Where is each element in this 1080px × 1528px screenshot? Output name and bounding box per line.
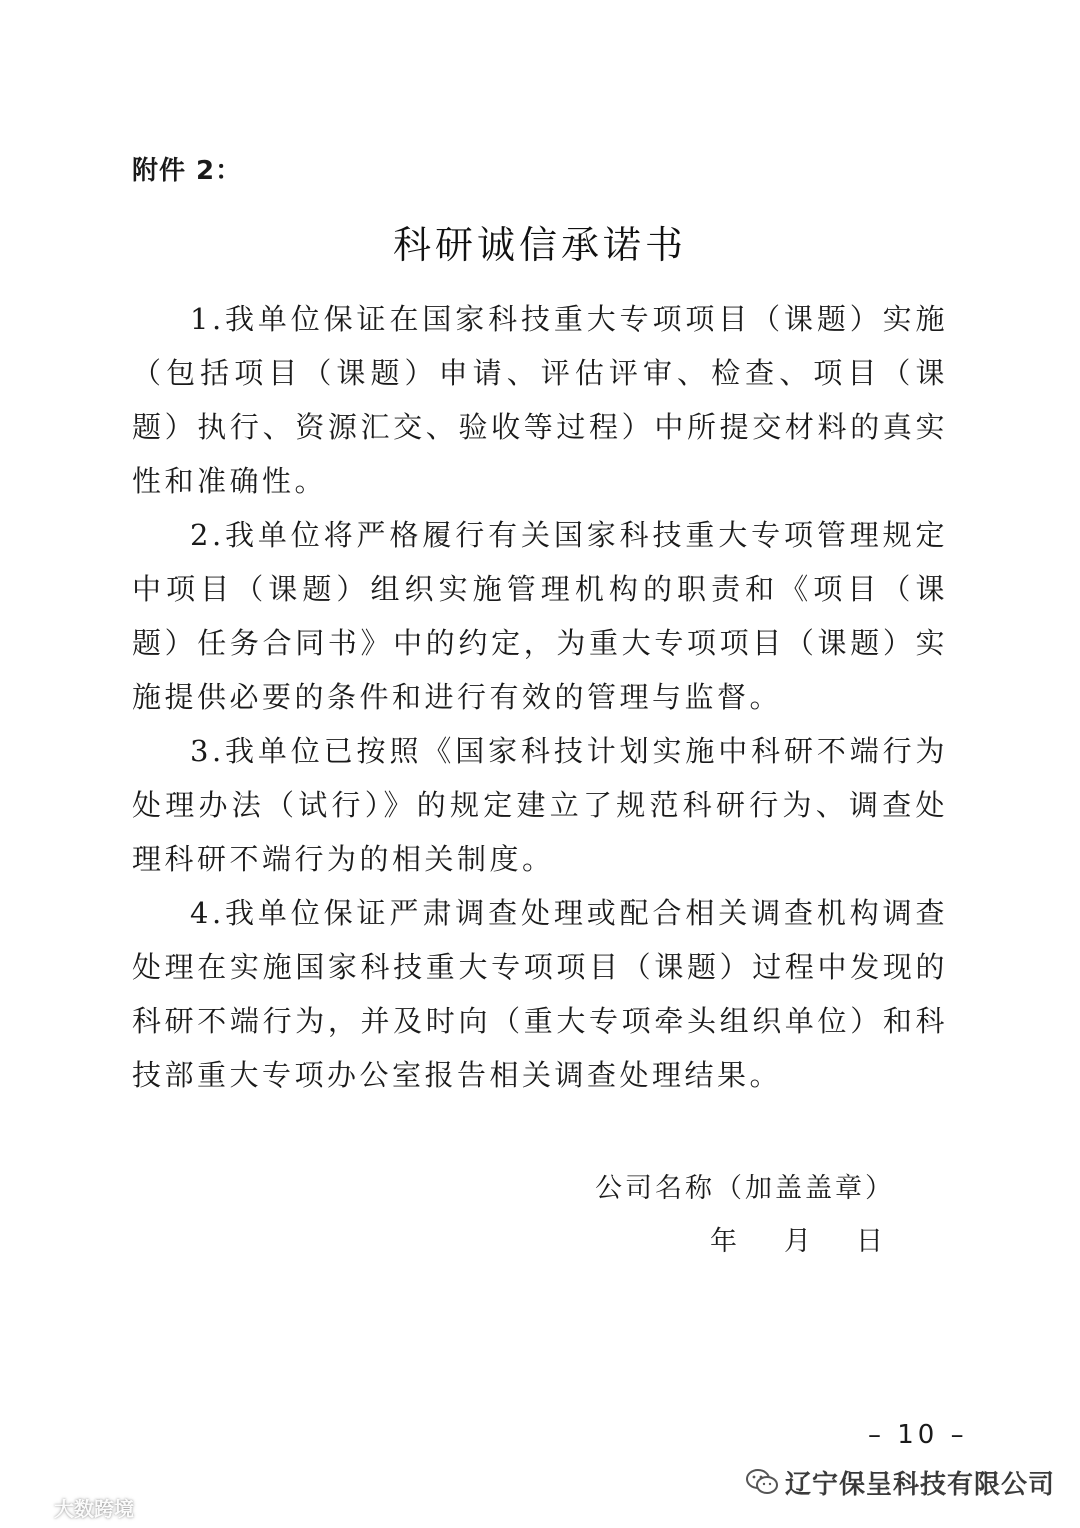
- document-body: [132, 292, 948, 1102]
- date-month: 月: [784, 1226, 814, 1257]
- paragraph-4: 4.我单位保证严肃调查处理或配合相关调查机构调查处理在实施国家科技重大专项项目（课题）过程中发现的科研不端行为，并及时向（重大专项牵头组织单位）和科技部重大专项办公室报告相关调查处理结果。: [132, 896, 948, 1092]
- footer-brand-text: 辽宁保呈科技有限公司: [785, 1469, 1056, 1500]
- date-line: [710, 1222, 895, 1262]
- signature-block: [595, 1168, 895, 1262]
- paragraph-2: 2.我单位将严格履行有关国家科技重大专项管理规定中项目（课题）组织实施管理机构的职责和《项目（课题）任务合同书》中的约定，为重大专项项目（课题）实施提供必要的条件和进行有效的管理与监督。: [132, 518, 948, 714]
- paragraph-3: 3.我单位已按照《国家科技计划实施中科研不端行为处理办法（试行）》的规定建立了规范科研行为、调查处理科研不端行为的相关制度。: [132, 734, 948, 876]
- watermark-text: 大数跨境: [54, 1496, 134, 1521]
- page-number: – 10 –: [868, 1420, 968, 1450]
- watermark: [6, 1490, 134, 1524]
- paragraph-1: 1.我单位保证在国家科技重大专项项目（课题）实施（包括项目（课题）申请、评估评审、检查、项目（课题）执行、资源汇交、验收等过程）中所提交材料的真实性和准确性。: [132, 302, 948, 498]
- date-day: 日: [856, 1226, 886, 1257]
- watermark-logo-icon: [6, 1494, 50, 1520]
- wechat-icon: [745, 1468, 779, 1496]
- company-seal-line: 公司名称（加盖盖章）: [595, 1173, 895, 1204]
- footer-brand: [745, 1464, 1055, 1500]
- document-title: 科研诚信承诺书: [392, 223, 687, 267]
- attachment-label: 附件 2：: [132, 156, 243, 186]
- date-year: 年: [710, 1226, 740, 1257]
